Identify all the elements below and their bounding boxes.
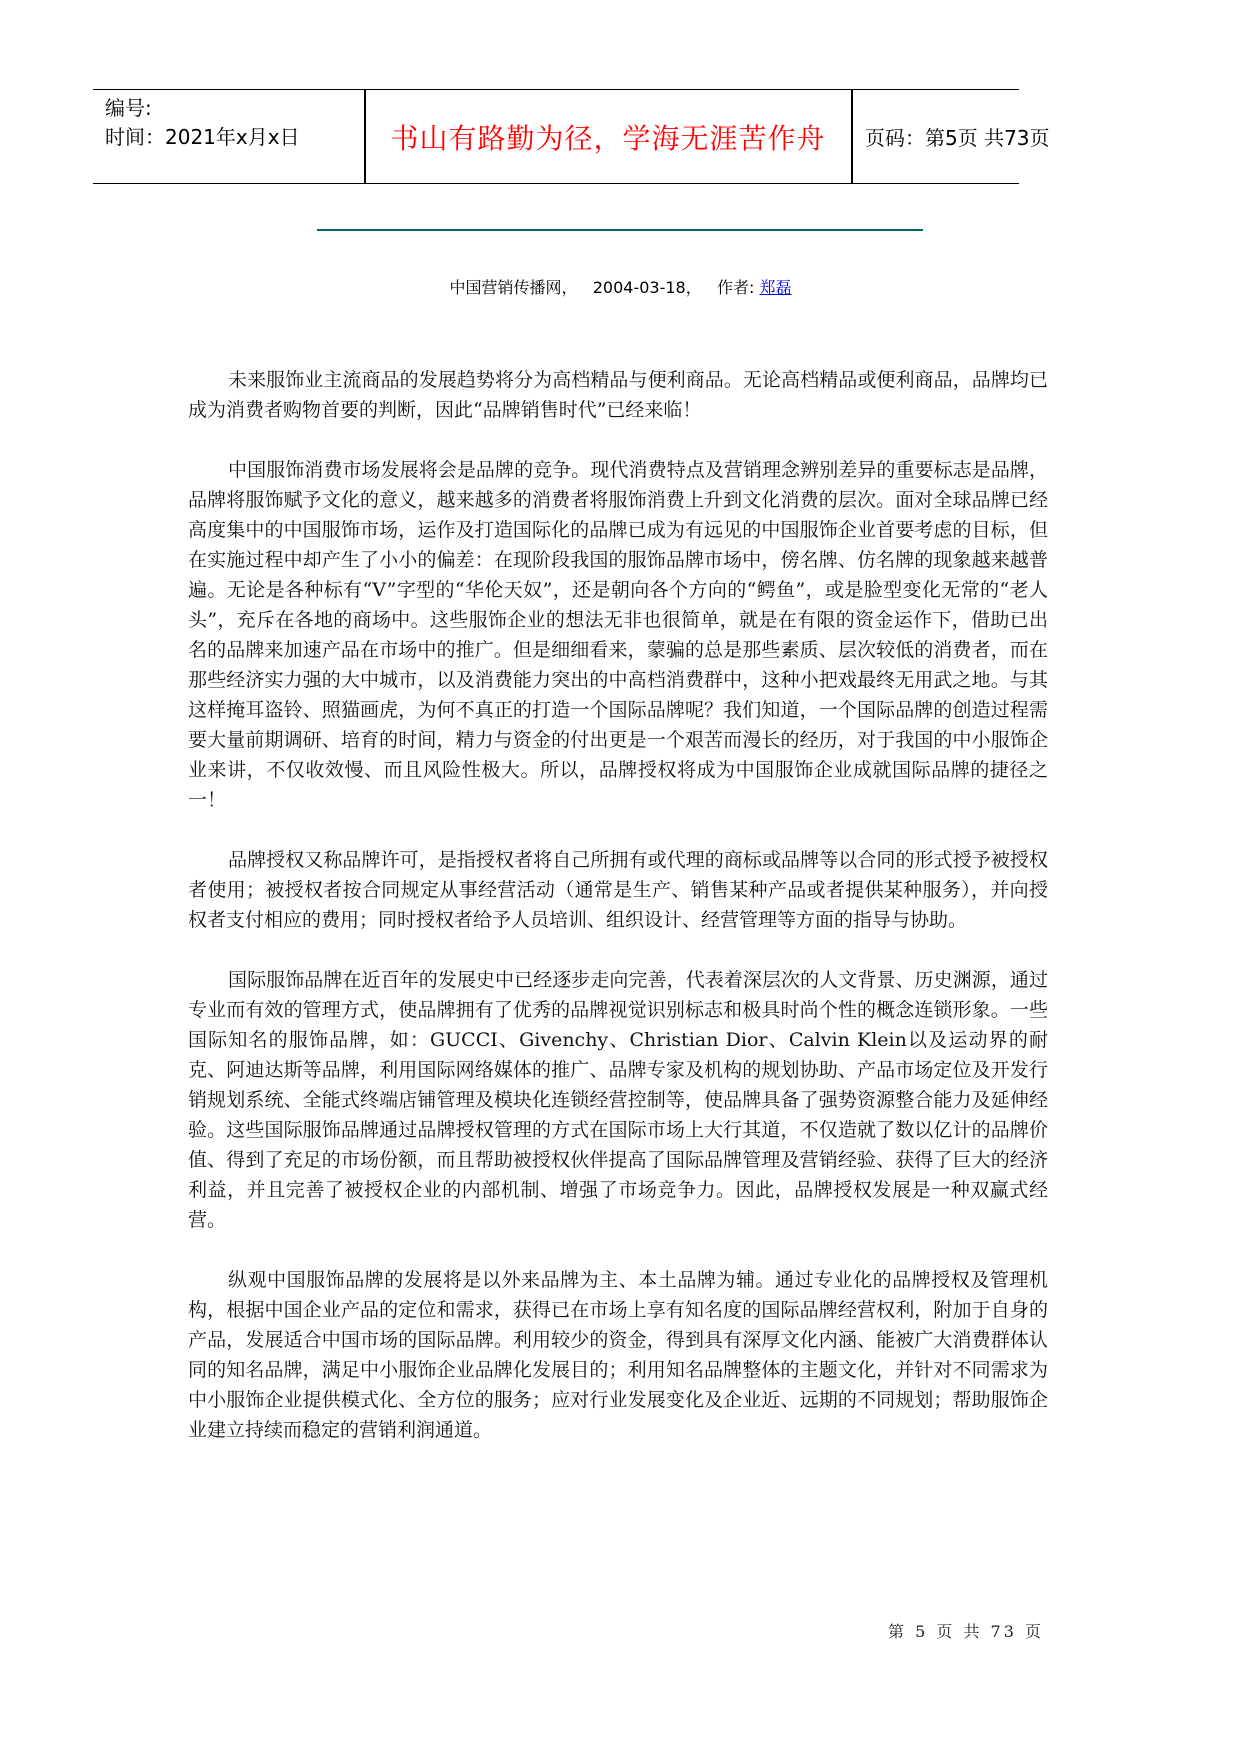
paragraph: 纵观中国服饰品牌的发展将是以外来品牌为主、本土品牌为辅。通过专业化的品牌授权及管理机构，根据中国企业产品的定位和需求，获得已在市场上享有知名度的国际品牌经营权利，附加于自身的产品，发展适合中国市场的国际品牌。利用较少的资金，得到具有深厚文化内涵、能被广大消费群体认同的知名品牌，满足中小服饰企业品牌化发展目的；利用知名品牌整体的主题文化，并针对不同需求为中小服饰企业提供模式化、全方位的服务；应对行业发展变化及企业近、远期的不同规划；帮助服饰企业建立持续而稳定的营销利润通道。: [188, 1269, 1048, 1441]
paragraph: 未来服饰业主流商品的发展趋势将分为高档精品与便利商品。无论高档精品或便利商品，品牌均已成为消费者购物首要的判断，因此“品牌销售时代”已经来临！: [188, 369, 1048, 421]
byline-source: 中国营销传播网，: [449, 278, 578, 297]
article-body: [188, 365, 1048, 1475]
byline-author-label: 作者:: [717, 278, 755, 297]
serial-label: 编号:: [105, 96, 152, 120]
paragraph: 国际服饰品牌在近百年的发展史中已经逐步走向完善，代表着深层次的人文背景、历史渊源，通过专业而有效的管理方式，使品牌拥有了优秀的品牌视觉识别标志和极具时尚个性的概念连锁形象。一些国际知名的服饰品牌，如：GUCCI、Givenchy、Christian Dior、Calvin Klein以及运动界的耐克、阿迪达斯等品牌，利用国际网络媒体的推广、品牌专家及机构的规划协助、产品市场定位及开发行销规划系统、全能式终端店铺管理及模块化连锁经营控制等，使品牌具备了强势资源整合能力及延伸经验。这些国际服饰品牌通过品牌授权管理的方式在国际市场上大行其道，不仅造就了数以亿计的品牌价值、得到了充足的市场份额，而且帮助被授权伙伴提高了国际品牌管理及营销经验、获得了巨大的经济利益，并且完善了被授权企业的内部机制、增强了市场竞争力。因此，品牌授权发展是一种双赢式经营。: [188, 969, 1048, 1231]
byline: [0, 275, 1241, 298]
paragraph: 中国服饰消费市场发展将会是品牌的竞争。现代消费特点及营销理念辨别差异的重要标志是品牌，品牌将服饰赋予文化的意义，越来越多的消费者将服饰消费上升到文化消费的层次。面对全球品牌已经高度集中的中国服饰市场，运作及打造国际化的品牌已成为有远见的中国服饰企业首要考虑的目标，但在实施过程中却产生了小小的偏差：在现阶段我国的服饰品牌市场中，傍名牌、仿名牌的现象越来越普遍。无论是各种标有“V”字型的“华伦天奴”，还是朝向各个方向的“鳄鱼”，或是脸型变化无常的“老人头”，充斥在各地的商场中。这些服饰企业的想法无非也很简单，就是在有限的资金运作下，借助已出名的品牌来加速产品在市场中的推广。但是细细看来，蒙骗的总是那些素质、层次较低的消费者，而在那些经济实力强的大中城市，以及消费能力突出的中高档消费群中，这种小把戏最终无用武之地。与其这样掩耳盗铃、照猫画虎，为何不真正的打造一个国际品牌呢？我们知道，一个国际品牌的创造过程需要大量前期调研、培育的时间，精力与资金的付出更是一个艰苦而漫长的经历，对于我国的中小服饰企业来讲，不仅收效慢、而且风险性极大。所以，品牌授权将成为中国服饰企业成就国际品牌的捷径之一！: [188, 459, 1048, 811]
byline-date: 2004-03-18，: [592, 278, 702, 297]
header-page-number: 页码：第5页 共73页: [865, 126, 1050, 150]
title-rule: [317, 229, 923, 231]
paragraph: 品牌授权又称品牌许可，是指授权者将自己所拥有或代理的商标或品牌等以合同的形式授予被授权者使用；被授权者按合同规定从事经营活动（通常是生产、销售某种产品或者提供某种服务），并向授权者支付相应的费用；同时授权者给予人员培训、组织设计、经营管理等方面的指导与协助。: [188, 849, 1048, 931]
header-divider: [851, 90, 853, 183]
page-footer: 第 5 页 共 73 页: [888, 1622, 1044, 1641]
time-label: 时间：2021年x月x日: [105, 125, 300, 149]
header-meta: [105, 94, 300, 152]
header-motto: 书山有路勤为径，学海无涯苦作舟: [390, 121, 826, 155]
page-header: [93, 89, 1050, 184]
author-link[interactable]: 郑磊: [759, 278, 792, 297]
